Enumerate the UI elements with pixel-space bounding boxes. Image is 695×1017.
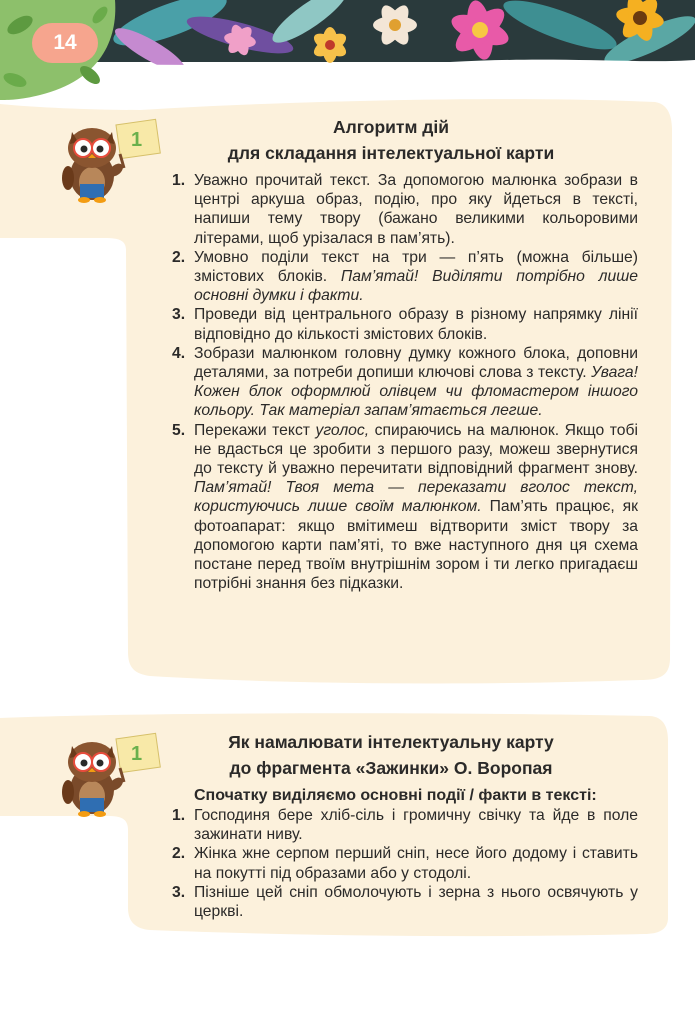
card1-title-line2: для складання інтелектуальної карти bbox=[227, 143, 555, 163]
owl-illustration bbox=[58, 732, 162, 818]
step-number: 4. bbox=[172, 344, 186, 362]
step-number: 3. bbox=[172, 306, 186, 324]
owl-illustration bbox=[58, 118, 162, 204]
card2-subheading: Спочатку виділяємо основні події / факти в тексті: bbox=[194, 787, 597, 804]
step-text: Зобрази малюнком головну думку кожного блока, доповни деталями, за потреби допиши ключові слова з тексту. bbox=[194, 344, 638, 382]
list-item bbox=[172, 806, 638, 844]
list-item bbox=[172, 305, 638, 343]
step-text: Пізніше цей сніп обмолочують і зерна з нього освячують у церкві. bbox=[194, 883, 638, 921]
step-emphasis: уголос, bbox=[315, 421, 370, 439]
step-text: Проведи від центрального образу в різному напрямку лінії відповідно до кількості змістових блоків. bbox=[194, 306, 638, 343]
step-number: 2. bbox=[172, 845, 186, 863]
step-number: 2. bbox=[172, 248, 186, 266]
card2-steps-list bbox=[172, 806, 638, 921]
step-number: 3. bbox=[172, 883, 186, 901]
card2-title bbox=[172, 729, 610, 781]
card2-title-line1: Як намалювати інтелектуальну карту bbox=[228, 732, 554, 752]
card1-title bbox=[200, 114, 582, 166]
list-item bbox=[172, 421, 638, 594]
list-item bbox=[172, 344, 638, 421]
owl-sign-digit: 1 bbox=[131, 743, 143, 765]
step-number: 1. bbox=[172, 172, 186, 189]
step-note: Пам’ятай! Твоя мета — переказати вголос текст, користуючись лише своїм малюнком. bbox=[194, 479, 638, 516]
step-text: Жінка жне серпом перший сніп, несе його додому і ставить на покутті під образами або у стодолі. bbox=[194, 845, 638, 882]
step-text: Умовно поділи текст на три — п’ять (можна більше) змістових блоків. bbox=[194, 248, 638, 286]
step-text: спираючись на малюнок. Якщо тобі не вдасться це зробити з першого разу, можеш звернутися до тексту й уважно перечитати відповідний фрагмент знову. bbox=[194, 421, 639, 478]
list-item bbox=[172, 171, 638, 248]
step-text: Господиня бере хліб-сіль і громичну свічку та йде в поле зажинати ниву. bbox=[194, 807, 638, 844]
card1-title-line1: Алгоритм дій bbox=[332, 117, 450, 137]
card2-title-line2: до фрагмента «Зажинки» О. Воропая bbox=[229, 758, 553, 778]
card1-steps-list bbox=[172, 171, 638, 593]
step-note: Пам’ятай! Виділяти потрібно лише основні думки і факти. bbox=[194, 268, 638, 305]
list-item bbox=[172, 844, 638, 882]
owl-sign-digit: 1 bbox=[131, 129, 143, 151]
step-number: 5. bbox=[172, 421, 186, 439]
page-number-badge: 14 bbox=[32, 23, 98, 63]
step-note: Увага! Кожен блок оформлюй олівцем чи фломастером іншого кольору. Так матеріал запам’ятається легше. bbox=[194, 364, 638, 420]
step-text: Пам’ять працює, як фотоапарат: якщо вмітимеш відтворити зміст твору за допомогою карти пам’яті, то вже наступного дня ця схема постане перед твоїм внутрішнім зором і ти легко пригадаєш потрібні знання без підказки. bbox=[194, 498, 639, 593]
step-text: Перекажи текст bbox=[194, 421, 310, 439]
step-number: 1. bbox=[172, 807, 186, 824]
step-text: Уважно прочитай текст. За допомогою малюнка зобрази в центрі аркуша образ, подію, про яку йдеться в тексті, напиши тему твору (бажано великими кольоровими літерами, щоб урізалася в пам’ять). bbox=[194, 172, 638, 247]
list-item bbox=[172, 248, 638, 306]
list-item bbox=[172, 883, 638, 921]
